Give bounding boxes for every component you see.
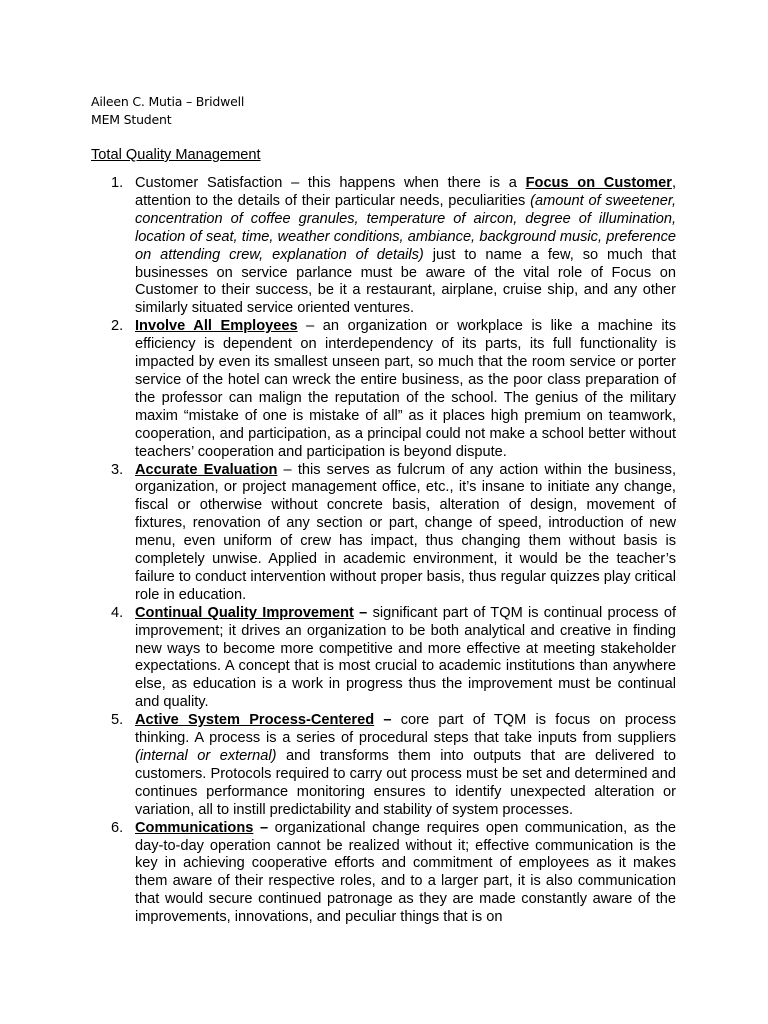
item-number: 5.	[111, 712, 124, 729]
item-keyword: Focus on Customer	[525, 175, 672, 191]
item-text: organizational change requires open communication, as the day-to-day operation cannot be realized without it; effective communication is the key in achieving cooperative efforts and commitment of employees as it makes them aware of their respective roles, and to a larger part, it is also communication that would secure continued patronage as they are made constantly aware of the improvements, innovations, and peculiar things that is on	[135, 819, 676, 926]
item-text: , attention to the details of their particular needs, peculiarities	[135, 175, 676, 209]
item-dash: –	[374, 712, 392, 729]
item-dash: –	[353, 604, 368, 621]
list-item-active-system-process-centered	[111, 712, 676, 819]
item-dash: –	[253, 819, 269, 836]
item-text: just to name a few, so much that businesses on service parlance must be aware of the vital role of Focus on Customer to their success, be it a restaurant, airplane, cruise ship, and any other similarly situated service oriented ventures.	[135, 246, 676, 317]
item-keyword: Accurate Evaluation	[135, 461, 278, 478]
item-number: 1.	[111, 175, 124, 191]
item-keyword: Active System Process-Centered	[135, 712, 375, 729]
item-number: 6.	[111, 819, 124, 836]
item-keyword: Communications	[135, 819, 254, 836]
item-italic-text: (internal or external)	[135, 748, 277, 764]
item-text: core part of TQM is focus on process thinking. A process is a series of procedural steps that take inputs from suppliers	[135, 712, 676, 747]
list-item-accurate-evaluation	[111, 461, 676, 605]
item-keyword: Continual Quality Improvement	[135, 604, 354, 621]
author-block	[91, 93, 244, 129]
list-item-communications	[111, 819, 676, 927]
author-role: MEM Student	[91, 112, 172, 127]
item-text: – this serves as fulcrum of any action within the business, organization, or project management office, etc., it’s insane to initiate any change, fiscal or otherwise without concrete basis, alteration of design, movement of fixtures, renovation of any section or part, change of speed, introduction of new menu, even uniform of crew has impact, thus changing them without basis is completely unwise. Applied in academic environment, it would be the teacher’s failure to conduct intervention without proper basis, thus regular quizzes play critical role in education.	[135, 461, 676, 603]
tqm-list	[111, 175, 677, 927]
list-item-continual-quality-improvement	[111, 604, 677, 712]
document-title: Total Quality Management	[91, 147, 261, 163]
item-text: – an organization or workplace is like a machine its efficiency is dependent on interdependency of its parts, its full functionality is impacted by even its smallest unseen part, so much that the room service or porter service of the hotel can wreck the entire business, as the poor class preparation of the professor can malign the reputation of the school. The genius of the military maxim “mistake of one is mistake of all” as it places high premium on teamwork, cooperation, and participation, as a principal could not make a school better without teachers’ cooperation and participation is beyond dispute.	[135, 318, 677, 460]
item-text: significant part of TQM is continual process of improvement; it drives an organization to be both analytical and creative in finding new ways to become more competitive and more effective at meeting stakeholder expectations. A concept that is most crucial to academic institutions than anywhere else, as education is a work in progress thus the improvement must be continual and quality.	[135, 604, 677, 711]
list-item-involve-all-employees	[111, 318, 677, 461]
list-item-customer-satisfaction	[111, 175, 676, 318]
item-number: 3.	[111, 461, 124, 478]
item-keyword: Involve All Employees	[135, 318, 298, 335]
item-text: and transforms them into outputs that are delivered to customers. Protocols required to carry out process must be set and determined and continues performance monitoring ensures to identify unexpected alteration or variation, all to instill predictability and stability of system processes.	[135, 748, 676, 818]
item-italic-text: (amount of sweetener, concentration of coffee granules, temperature of aircon, degree of illumination, location of seat, time, weather conditions, ambiance, background music, preference on attending crew, explanation of details)	[135, 192, 676, 263]
item-number: 4.	[111, 604, 124, 621]
item-number: 2.	[111, 318, 124, 335]
author-name: Aileen C. Mutia – Bridwell	[91, 94, 245, 109]
item-text: Customer Satisfaction – this happens when there is a	[135, 175, 526, 191]
